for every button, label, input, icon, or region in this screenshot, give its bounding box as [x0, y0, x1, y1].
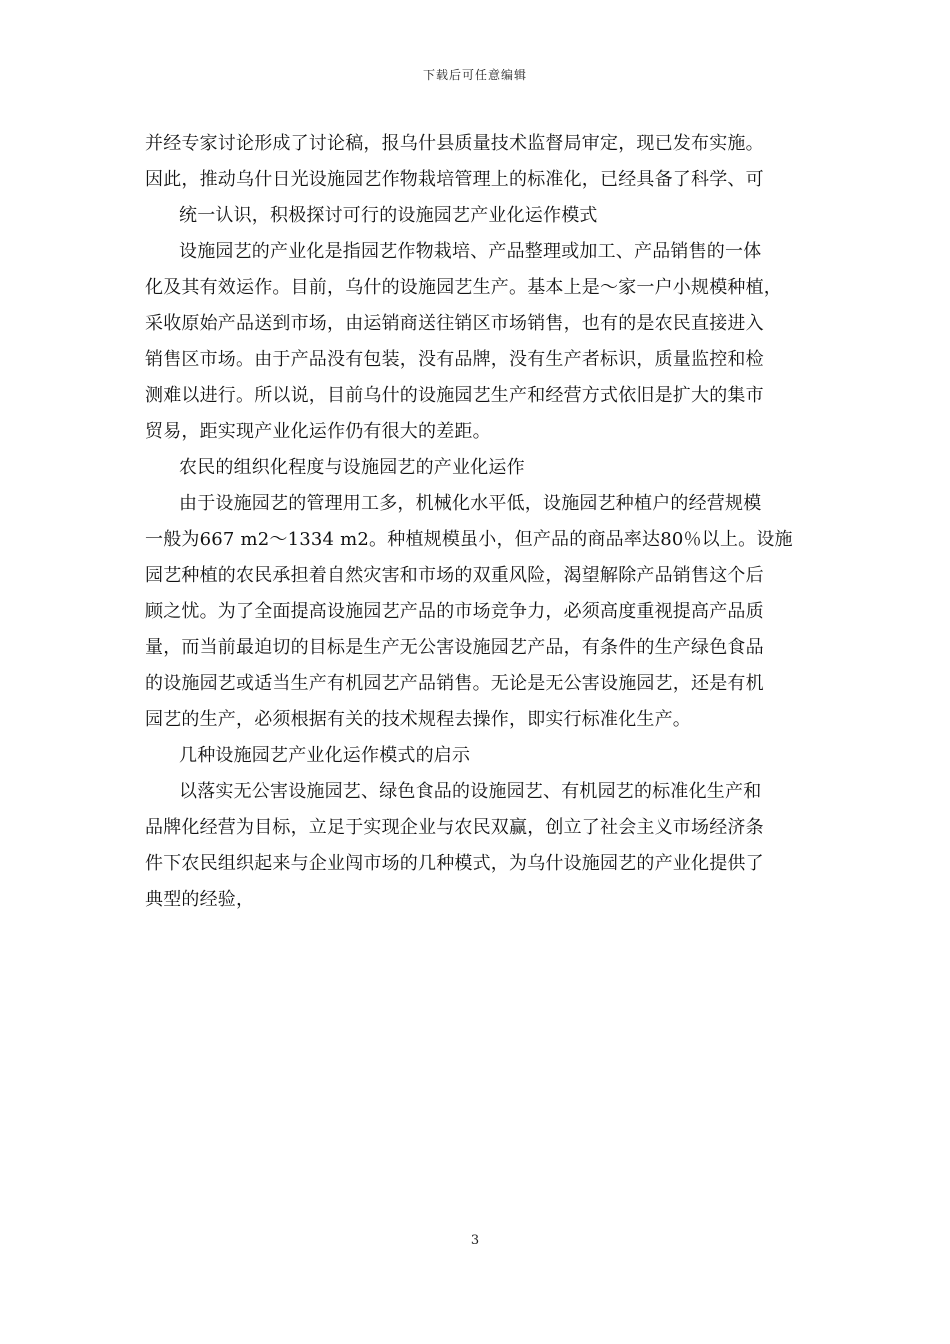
- paragraph-start: 设施园艺的产业化是指园艺作物栽培、产品整理或加工、产品销售的一体: [179, 241, 762, 262]
- body-line: 一般为667 m2～1334 m2。种植规模虽小，但产品的商品率达80％以上。设施: [145, 529, 793, 550]
- body-line: 化及其有效运作。目前，乌什的设施园艺生产。基本上是～家一户小规模种植，: [145, 277, 782, 298]
- body-line: 的设施园艺或适当生产有机园艺产品销售。无论是无公害设施园艺，还是有机: [145, 673, 764, 694]
- paragraph-start: 以落实无公害设施园艺、绿色食品的设施园艺、有机园艺的标准化生产和: [179, 781, 762, 802]
- document-body: [145, 126, 825, 918]
- body-line: 因此，推动乌什日光设施园艺作物栽培管理上的标准化，已经具备了科学、可: [145, 169, 764, 190]
- body-line: 测难以进行。所以说，目前乌什的设施园艺生产和经营方式依旧是扩大的集市: [145, 385, 764, 406]
- body-line: 品牌化经营为目标，立足于实现企业与农民双赢，创立了社会主义市场经济条: [145, 817, 764, 838]
- page-header: 下载后可任意编辑: [422, 68, 527, 82]
- body-line: 量，而当前最迫切的目标是生产无公害设施园艺产品，有条件的生产绿色食品: [145, 637, 764, 658]
- body-line: 件下农民组织起来与企业闯市场的几种模式，为乌什设施园艺的产业化提供了: [145, 853, 764, 874]
- section-heading: 农民的组织化程度与设施园艺的产业化运作: [179, 457, 525, 478]
- body-line: 销售区市场。由于产品没有包装，没有品牌，没有生产者标识，质量监控和检: [145, 349, 764, 370]
- body-line: 典型的经验，: [145, 889, 255, 910]
- section-heading: 几种设施园艺产业化运作模式的启示: [179, 745, 471, 766]
- paragraph-start: 由于设施园艺的管理用工多，机械化水平低，设施园艺种植户的经营规模: [179, 493, 762, 514]
- body-line: 园艺的生产，必须根据有关的技术规程去操作，即实行标准化生产。: [145, 709, 691, 730]
- body-line: 顾之忧。为了全面提高设施园艺产品的市场竞争力，必须高度重视提高产品质: [145, 601, 764, 622]
- section-heading: 统一认识，积极探讨可行的设施园艺产业化运作模式: [179, 205, 598, 226]
- body-line: 贸易，距实现产业化运作仍有很大的差距。: [145, 421, 491, 442]
- page-number: 3: [470, 1233, 480, 1248]
- body-line: 并经专家讨论形成了讨论稿，报乌什县质量技术监督局审定，现已发布实施。: [145, 133, 764, 154]
- body-line: 园艺种植的农民承担着自然灾害和市场的双重风险，渴望解除产品销售这个后: [145, 565, 764, 586]
- body-line: 采收原始产品送到市场，由运销商送往销区市场销售，也有的是农民直接进入: [145, 313, 764, 334]
